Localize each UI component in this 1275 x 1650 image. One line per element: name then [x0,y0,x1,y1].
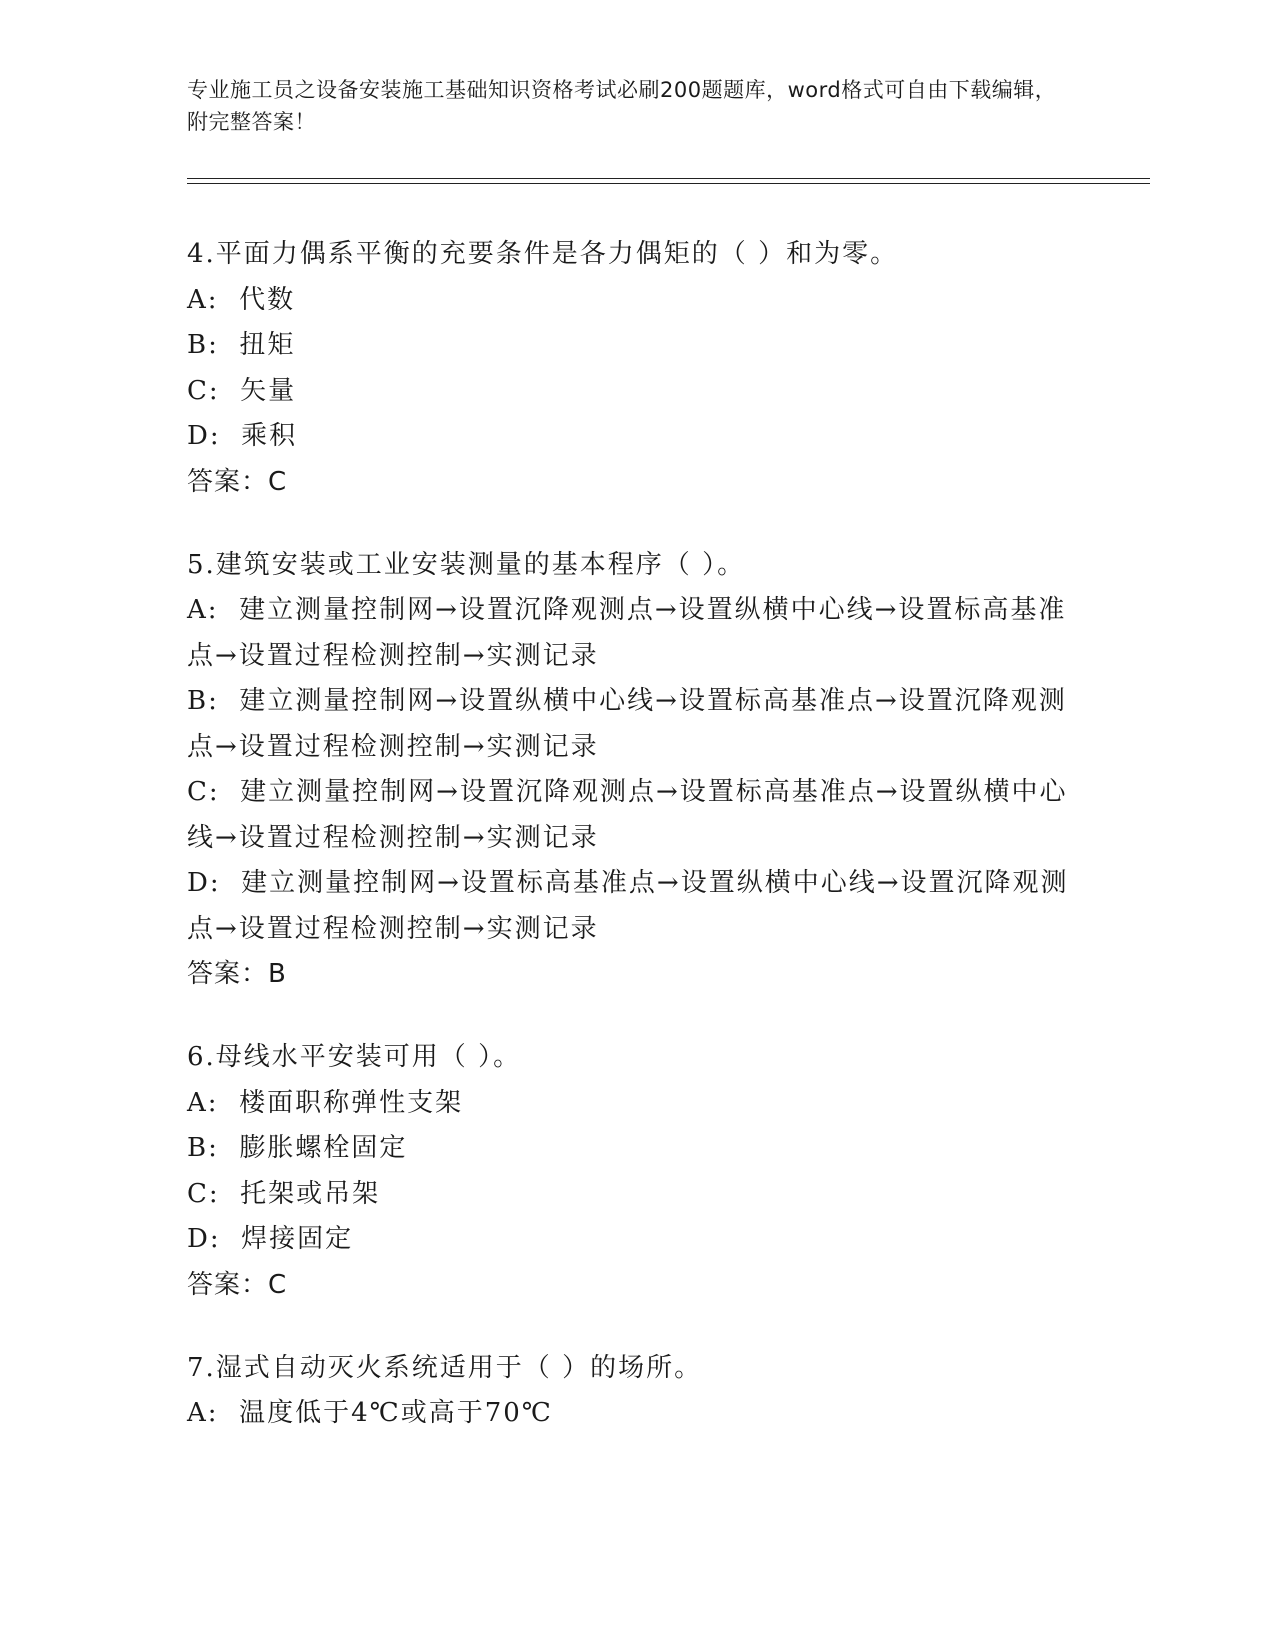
header-divider-bottom [187,183,1150,184]
option-d: D: 建立测量控制网→设置标高基准点→设置纵横中心线→设置沉降观测点→设置过程检测控制→实测记录 [187,868,1069,944]
option-c: C: 矢量 [187,375,297,406]
question-stem: 4.平面力偶系平衡的充要条件是各力偶矩的（ ）和为零。 [187,239,899,269]
question-stem: 7.湿式自动灭火系统适用于（ ）的场所。 [187,1352,703,1383]
question-item [187,1035,1087,1308]
option-c: C: 建立测量控制网→设置沉降观测点→设置标高基准点→设置纵横中心线→设置过程检测控制→实测记录 [187,777,1068,853]
option-b: B: 膨胀螺栓固定 [187,1133,408,1163]
question-stem: 5.建筑安装或工业安装测量的基本程序（ ）。 [187,549,746,580]
option-a: A: 温度低于4℃或高于70℃ [187,1398,553,1428]
answer-label: 答案：B [187,959,287,989]
document-header: 专业施工员之设备安装施工基础知识资格考试必刷200题题库，word格式可自由下载编辑，附完整答案！ [187,78,1057,134]
option-a: A: 建立测量控制网→设置沉降观测点→设置纵横中心线→设置标高基准点→设置过程检测控制→实测记录 [187,595,1067,671]
option-d: D: 乘积 [187,421,298,451]
header-divider-top [187,178,1150,179]
option-b: B: 建立测量控制网→设置纵横中心线→设置标高基准点→设置沉降观测点→设置过程检测控制→实测记录 [187,686,1067,762]
option-a: A: 楼面职称弹性支架 [187,1087,464,1118]
question-list [187,232,1087,1475]
question-item [187,543,1087,998]
option-c: C: 托架或吊架 [187,1178,381,1209]
question-item [187,232,1087,505]
answer-label: 答案：C [187,466,288,497]
question-item [187,1346,1087,1437]
option-d: D: 焊接固定 [187,1224,354,1254]
option-b: B: 扭矩 [187,330,296,360]
option-a: A: 代数 [187,284,296,315]
answer-label: 答案：C [187,1269,288,1300]
question-stem: 6.母线水平安装可用（ ）。 [187,1042,522,1072]
